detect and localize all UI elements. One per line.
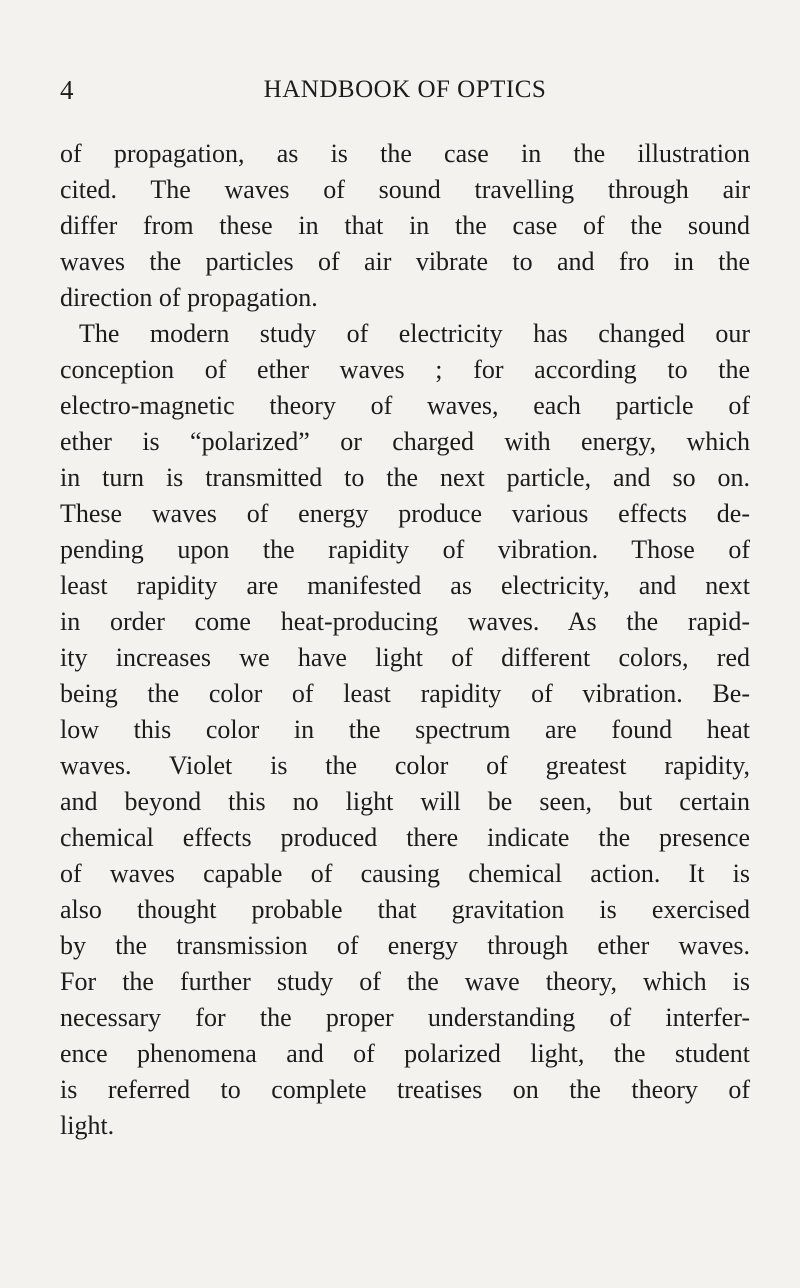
text-line: of propagation, as is the case in the illustration xyxy=(60,139,750,168)
text-line: These waves of energy produce various effects de- xyxy=(60,499,750,528)
text-line: pending upon the rapidity of vibration. Those of xyxy=(60,535,750,564)
text-line: ether is “polarized” or charged with energy, which xyxy=(60,427,750,456)
text-line: chemical effects produced there indicate the presence xyxy=(60,823,750,852)
text-line: in turn is transmitted to the next particle, and so on. xyxy=(60,463,750,492)
text-line: least rapidity are manifested as electricity, and next xyxy=(60,571,750,600)
text-line: ity increases we have light of different colors, red xyxy=(60,643,750,672)
text-line: waves the particles of air vibrate to and fro in the xyxy=(60,247,750,276)
text-line: is referred to complete treatises on the theory of xyxy=(60,1075,750,1104)
text-line: direction of propagation. xyxy=(60,283,318,312)
text-line: conception of ether waves ; for according to the xyxy=(60,355,750,384)
text-line: waves. Violet is the color of greatest rapidity, xyxy=(60,751,750,780)
text-line: being the color of least rapidity of vibration. Be- xyxy=(60,679,750,708)
text-line: and beyond this no light will be seen, but certain xyxy=(60,787,750,816)
paragraph-1 xyxy=(60,136,750,316)
text-line: ence phenomena and of polarized light, the student xyxy=(60,1039,750,1068)
text-line: The modern study of electricity has changed our xyxy=(79,319,750,348)
text-line: electro-magnetic theory of waves, each particle of xyxy=(60,391,750,420)
text-line: also thought probable that gravitation is exercised xyxy=(60,895,750,924)
body-text xyxy=(60,136,750,1144)
text-line: cited. The waves of sound travelling through air xyxy=(60,175,750,204)
page-number: 4 xyxy=(60,75,74,105)
text-line: by the transmission of energy through ether waves. xyxy=(60,931,750,960)
text-line: necessary for the proper understanding of interfer- xyxy=(60,1003,750,1032)
text-line: in order come heat-producing waves. As the rapid- xyxy=(60,607,750,636)
text-line: differ from these in that in the case of the sound xyxy=(60,211,750,240)
text-line: For the further study of the wave theory, which is xyxy=(60,967,750,996)
text-line: light. xyxy=(60,1111,115,1140)
paragraph-2 xyxy=(60,316,750,1144)
text-line: of waves capable of causing chemical action. It is xyxy=(60,859,750,888)
running-title: HANDBOOK OF OPTICS xyxy=(263,76,547,103)
running-head xyxy=(60,72,750,108)
text-line: low this color in the spectrum are found heat xyxy=(60,715,750,744)
